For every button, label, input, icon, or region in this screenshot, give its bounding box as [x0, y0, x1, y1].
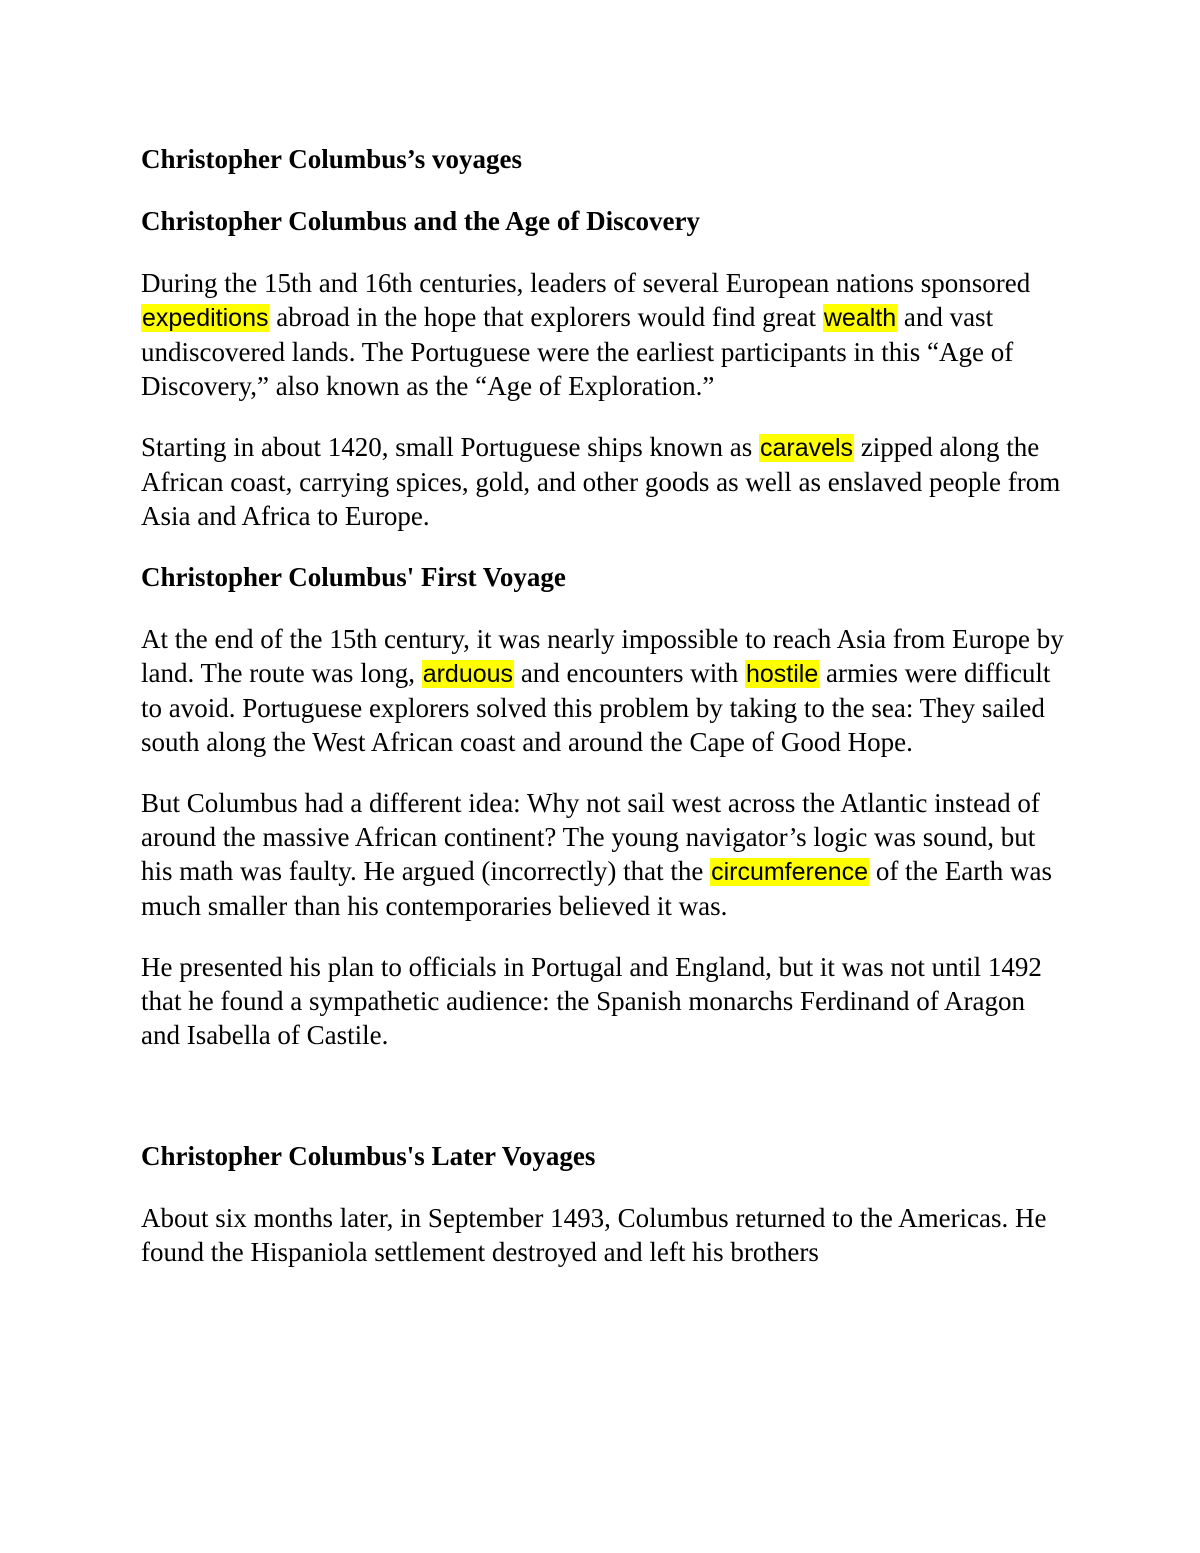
- paragraph-text: But Columbus had a different idea: Why not sail west across the Atlantic instead of around the massive African continent? The young navigator’s logic was sound, but his math was faulty. He argued (incorrectly) that the: [141, 788, 1040, 886]
- paragraph-text: and encounters with: [514, 658, 745, 688]
- paragraph-text: of the Earth was much smaller than his contemporaries believed it was.: [141, 856, 1052, 921]
- highlighted-term-caravels: caravels: [759, 434, 854, 462]
- section-heading-age-of-discovery: Christopher Columbus and the Age of Discovery: [141, 206, 701, 236]
- paragraph-text: armies were difficult to avoid. Portuguese explorers solved this problem by taking to the sea: They sailed south along the West African coast and around the Cape of Good Hope.: [141, 658, 1051, 757]
- highlighted-term-hostile: hostile: [746, 660, 819, 688]
- paragraph-text: During the 15th and 16th centuries, leaders of several European nations sponsored: [141, 268, 1031, 298]
- paragraph-text: He presented his plan to officials in Portugal and England, but it was not until 1492 that he found a sympathetic audience: the Spanish monarchs Ferdinand of Aragon and Isabella of Castile.: [141, 952, 1042, 1050]
- highlighted-term-circumference: circumference: [711, 858, 869, 886]
- paragraph-text: and vast undiscovered lands. The Portuguese were the earliest participants in this “Age of Discovery,” also known as the “Age of Exploration.”: [141, 302, 1014, 401]
- blank-space: [141, 1079, 1066, 1139]
- paragraph-text: abroad in the hope that explorers would find great: [269, 302, 823, 332]
- paragraph-caravels: [141, 430, 1066, 533]
- highlighted-term-arduous: arduous: [422, 660, 514, 688]
- paragraph-route-to-asia: [141, 622, 1066, 759]
- highlighted-term-wealth: wealth: [823, 304, 897, 332]
- section-heading-first-voyage: Christopher Columbus' First Voyage: [141, 562, 566, 592]
- paragraph-age-of-discovery: [141, 266, 1066, 403]
- highlighted-term-expeditions: expeditions: [142, 304, 269, 332]
- paragraph-text: zipped along the African coast, carrying spices, gold, and other goods as well as enslaved people from Asia and Africa to Europe.: [141, 432, 1061, 531]
- paragraph-text: Starting in about 1420, small Portuguese ships known as: [141, 432, 759, 462]
- document-title: Christopher Columbus’s voyages: [141, 144, 523, 174]
- paragraph-columbus-idea: [141, 786, 1066, 923]
- paragraph-text: About six months later, in September 1493, Columbus returned to the Americas. He found the Hispaniola settlement destroyed and left his brothers: [141, 1203, 1047, 1267]
- paragraph-text: At the end of the 15th century, it was nearly impossible to reach Asia from Europe by land. The route was long,: [141, 624, 1064, 688]
- document-body: [141, 142, 1066, 1296]
- paragraph-second-voyage: [141, 1201, 1066, 1269]
- section-heading-later-voyages: Christopher Columbus's Later Voyages: [141, 1141, 596, 1171]
- paragraph-spanish-monarchs: [141, 950, 1066, 1052]
